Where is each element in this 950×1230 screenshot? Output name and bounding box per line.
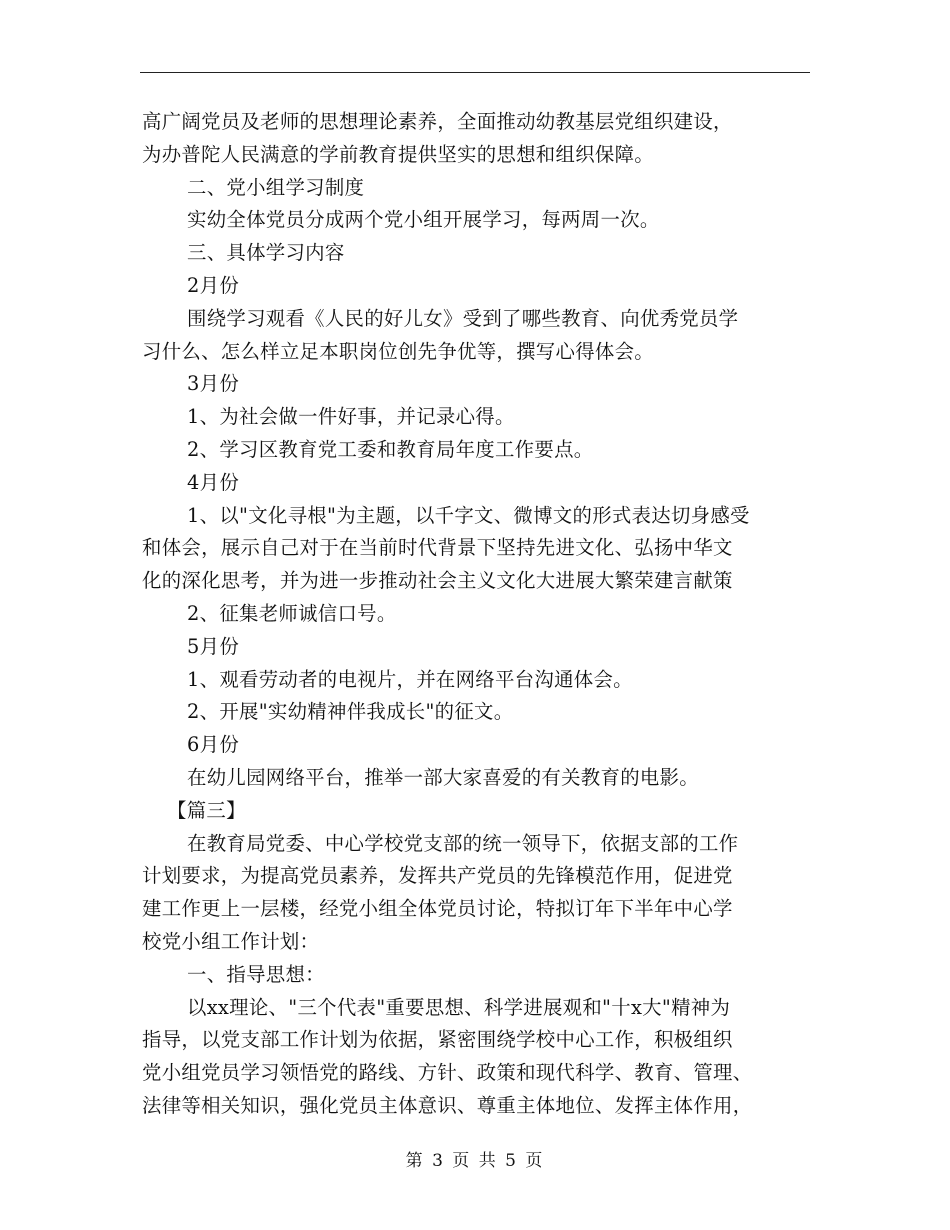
text-line: 围绕学习观看《人民的好儿女》受到了哪些教育、向优秀党员学 <box>187 306 739 330</box>
text-line: 和体会，展示自己对于在当前时代背景下坚持先进文化、弘扬中华文 <box>142 536 733 560</box>
text-line: 以xx理论、"三个代表"重要思想、科学进展观和"十x大"精神为 <box>187 995 731 1019</box>
section-heading: 二、党小组学习制度 <box>187 175 365 199</box>
section-heading: 一、指导思想： <box>187 962 325 986</box>
text-line: 化的深化思考，并为进一步推动社会主义文化大进展大繁荣建言献策 <box>142 569 733 593</box>
month-heading: 3月份 <box>187 372 240 396</box>
text-line: 计划要求，为提高党员素养，发挥共产党员的先锋模范作用，促进党 <box>142 864 733 888</box>
page-footer <box>0 1146 950 1171</box>
text-line: 法律等相关知识，强化党员主体意识、尊重主体地位、发挥主体作用， <box>142 1093 753 1117</box>
text-line: 1、为社会做一件好事，并记录心得。 <box>187 405 515 429</box>
text-line: 党小组党员学习领悟党的路线、方针、政策和现代科学、教育、管理、 <box>142 1061 753 1085</box>
text-line: 指导，以党支部工作计划为依据，紧密围绕学校中心工作，积极组织 <box>142 1028 733 1052</box>
text-line: 2、学习区教育党工委和教育局年度工作要点。 <box>187 437 594 461</box>
month-heading: 4月份 <box>187 470 240 494</box>
section-heading: 三、具体学习内容 <box>187 241 345 265</box>
page-number: 第 3 页 共 5 页 <box>405 1151 545 1171</box>
text-line: 1、以"文化寻根"为主题，以千字文、微博文的形式表达切身感受 <box>187 503 750 527</box>
text-line: 在幼儿园网络平台，推举一部大家喜爱的有关教育的电影。 <box>187 765 699 789</box>
body-text <box>142 106 812 1123</box>
text-line: 2、开展"实幼精神伴我成长"的征文。 <box>187 700 514 724</box>
text-line: 习什么、怎么样立足本职岗位创先争优等，撰写心得体会。 <box>142 339 654 363</box>
text-line: 在教育局党委、中心学校党支部的统一领导下，依据支部的工作 <box>187 831 739 855</box>
month-heading: 6月份 <box>187 733 240 757</box>
text-line: 校党小组工作计划： <box>142 929 320 953</box>
month-heading: 5月份 <box>187 634 240 658</box>
text-line: 建工作更上一层楼，经党小组全体党员讨论，特拟订年下半年中心学 <box>142 897 733 921</box>
part-heading: 【篇三】 <box>167 798 246 822</box>
header-rule <box>140 72 810 73</box>
text-line: 实幼全体党员分成两个党小组开展学习，每两周一次。 <box>187 208 660 232</box>
month-heading: 2月份 <box>187 273 240 297</box>
text-line: 高广阔党员及老师的思想理论素养，全面推动幼教基层党组织建设， <box>142 110 733 133</box>
text-line: 1、观看劳动者的电视片，并在网络平台沟通体会。 <box>187 667 633 691</box>
text-line: 2、征集老师诚信口号。 <box>187 601 397 625</box>
text-line: 为办普陀人民满意的学前教育提供坚实的思想和组织保障。 <box>142 142 654 166</box>
